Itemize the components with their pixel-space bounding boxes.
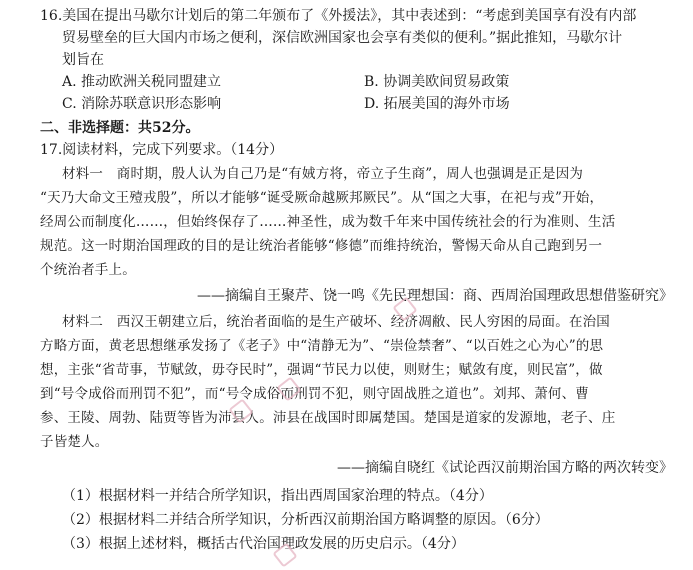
q17-title: 17.阅读材料，完成下列要求。（14分） [40,142,284,158]
material-1-line-2: “天乃大命文王殪戎殷”，所以才能够“诞受厥命越厥邦厥民”。从“国之大事，在祀与戎”开始， [40,190,604,206]
q16-stem-line-2: 贸易壁垒的巨大国内市场之便利，深信欧洲国家也会享有类似的便利。”据此推知，马歇尔计 [62,30,623,46]
material-2-line-4: 到“号令成俗而刑罚不犯”，而“号令成俗而刑罚不犯，则守固战胜之道也”。刘邦、萧何、曹 [40,386,590,402]
q17-task-2: （2）根据材料二并结合所学知识，分析西汉前期治国方略调整的原因。（6分） [62,512,549,528]
material-1-source: ——摘编自王聚芹、饶一鸣《先民理想国：商、西周治国理政思想借鉴研究》 [197,288,673,304]
q16-option-b[interactable]: B. 协调美欧间贸易政策 [364,74,510,90]
q16-stem-line-1: 16.美国在提出马歇尔计划后的第二年颁布了《外援法》，其中表述到：“考虑到美国享有没有内部 [40,8,637,24]
material-1-line-4: 规范。这一时期治国理政的目的是让统治者能够“修德”而维持统治，警惕天命从自己跑到另一 [40,238,603,254]
material-2-line-2: 方略方面，黄老思想继承发扬了《老子》中“清静无为”、“崇俭禁奢”、“以百姓之心为心”的思 [40,338,604,354]
material-1-line-1: 材料一 商时期，殷人认为自己乃是“有娀方将，帝立子生商”，周人也强调是正是因为 [62,166,584,182]
q16-option-d[interactable]: D. 拓展美国的海外市场 [364,96,510,112]
q16-option-c[interactable]: C. 消除苏联意识形态影响 [62,96,222,112]
material-1-line-3: 经周公而制度化……，但始终保存了……神圣性，成为数千年来中国传统社会的行为准则、生活 [40,214,616,230]
q17-task-1: （1）根据材料一并结合所学知识，指出西周国家治理的特点。（4分） [62,488,493,504]
section-2-heading: 二、非选择题：共52分。 [40,120,200,136]
material-2-source: ——摘编自晓红《试论西汉前期治国方略的两次转变》 [337,460,673,476]
q16-option-a[interactable]: A. 推动欧洲关税同盟建立 [62,74,222,90]
q16-stem-line-3: 划旨在 [62,52,104,68]
material-2-line-3: 想，主张“省苛事，节赋敛，毋夺民时”，强调“节民力以使，则财生；赋敛有度，则民富”，做 [40,362,603,378]
material-2-line-6: 子皆楚人。 [40,434,109,450]
q17-task-3: （3）根据上述材料，概括古代治国理政发展的历史启示。（4分） [62,536,465,552]
material-2-line-1: 材料二 西汉王朝建立后，统治者面临的是生产破坏、经济凋敝、民人穷困的局面。在治国 [62,314,610,330]
material-2-line-5: 参、王陵、周勃、陆贾等皆为沛县人。沛县在战国时即属楚国。楚国是道家的发源地，老子、庄 [40,410,616,426]
material-1-line-5: 个统治者手上。 [40,262,136,278]
